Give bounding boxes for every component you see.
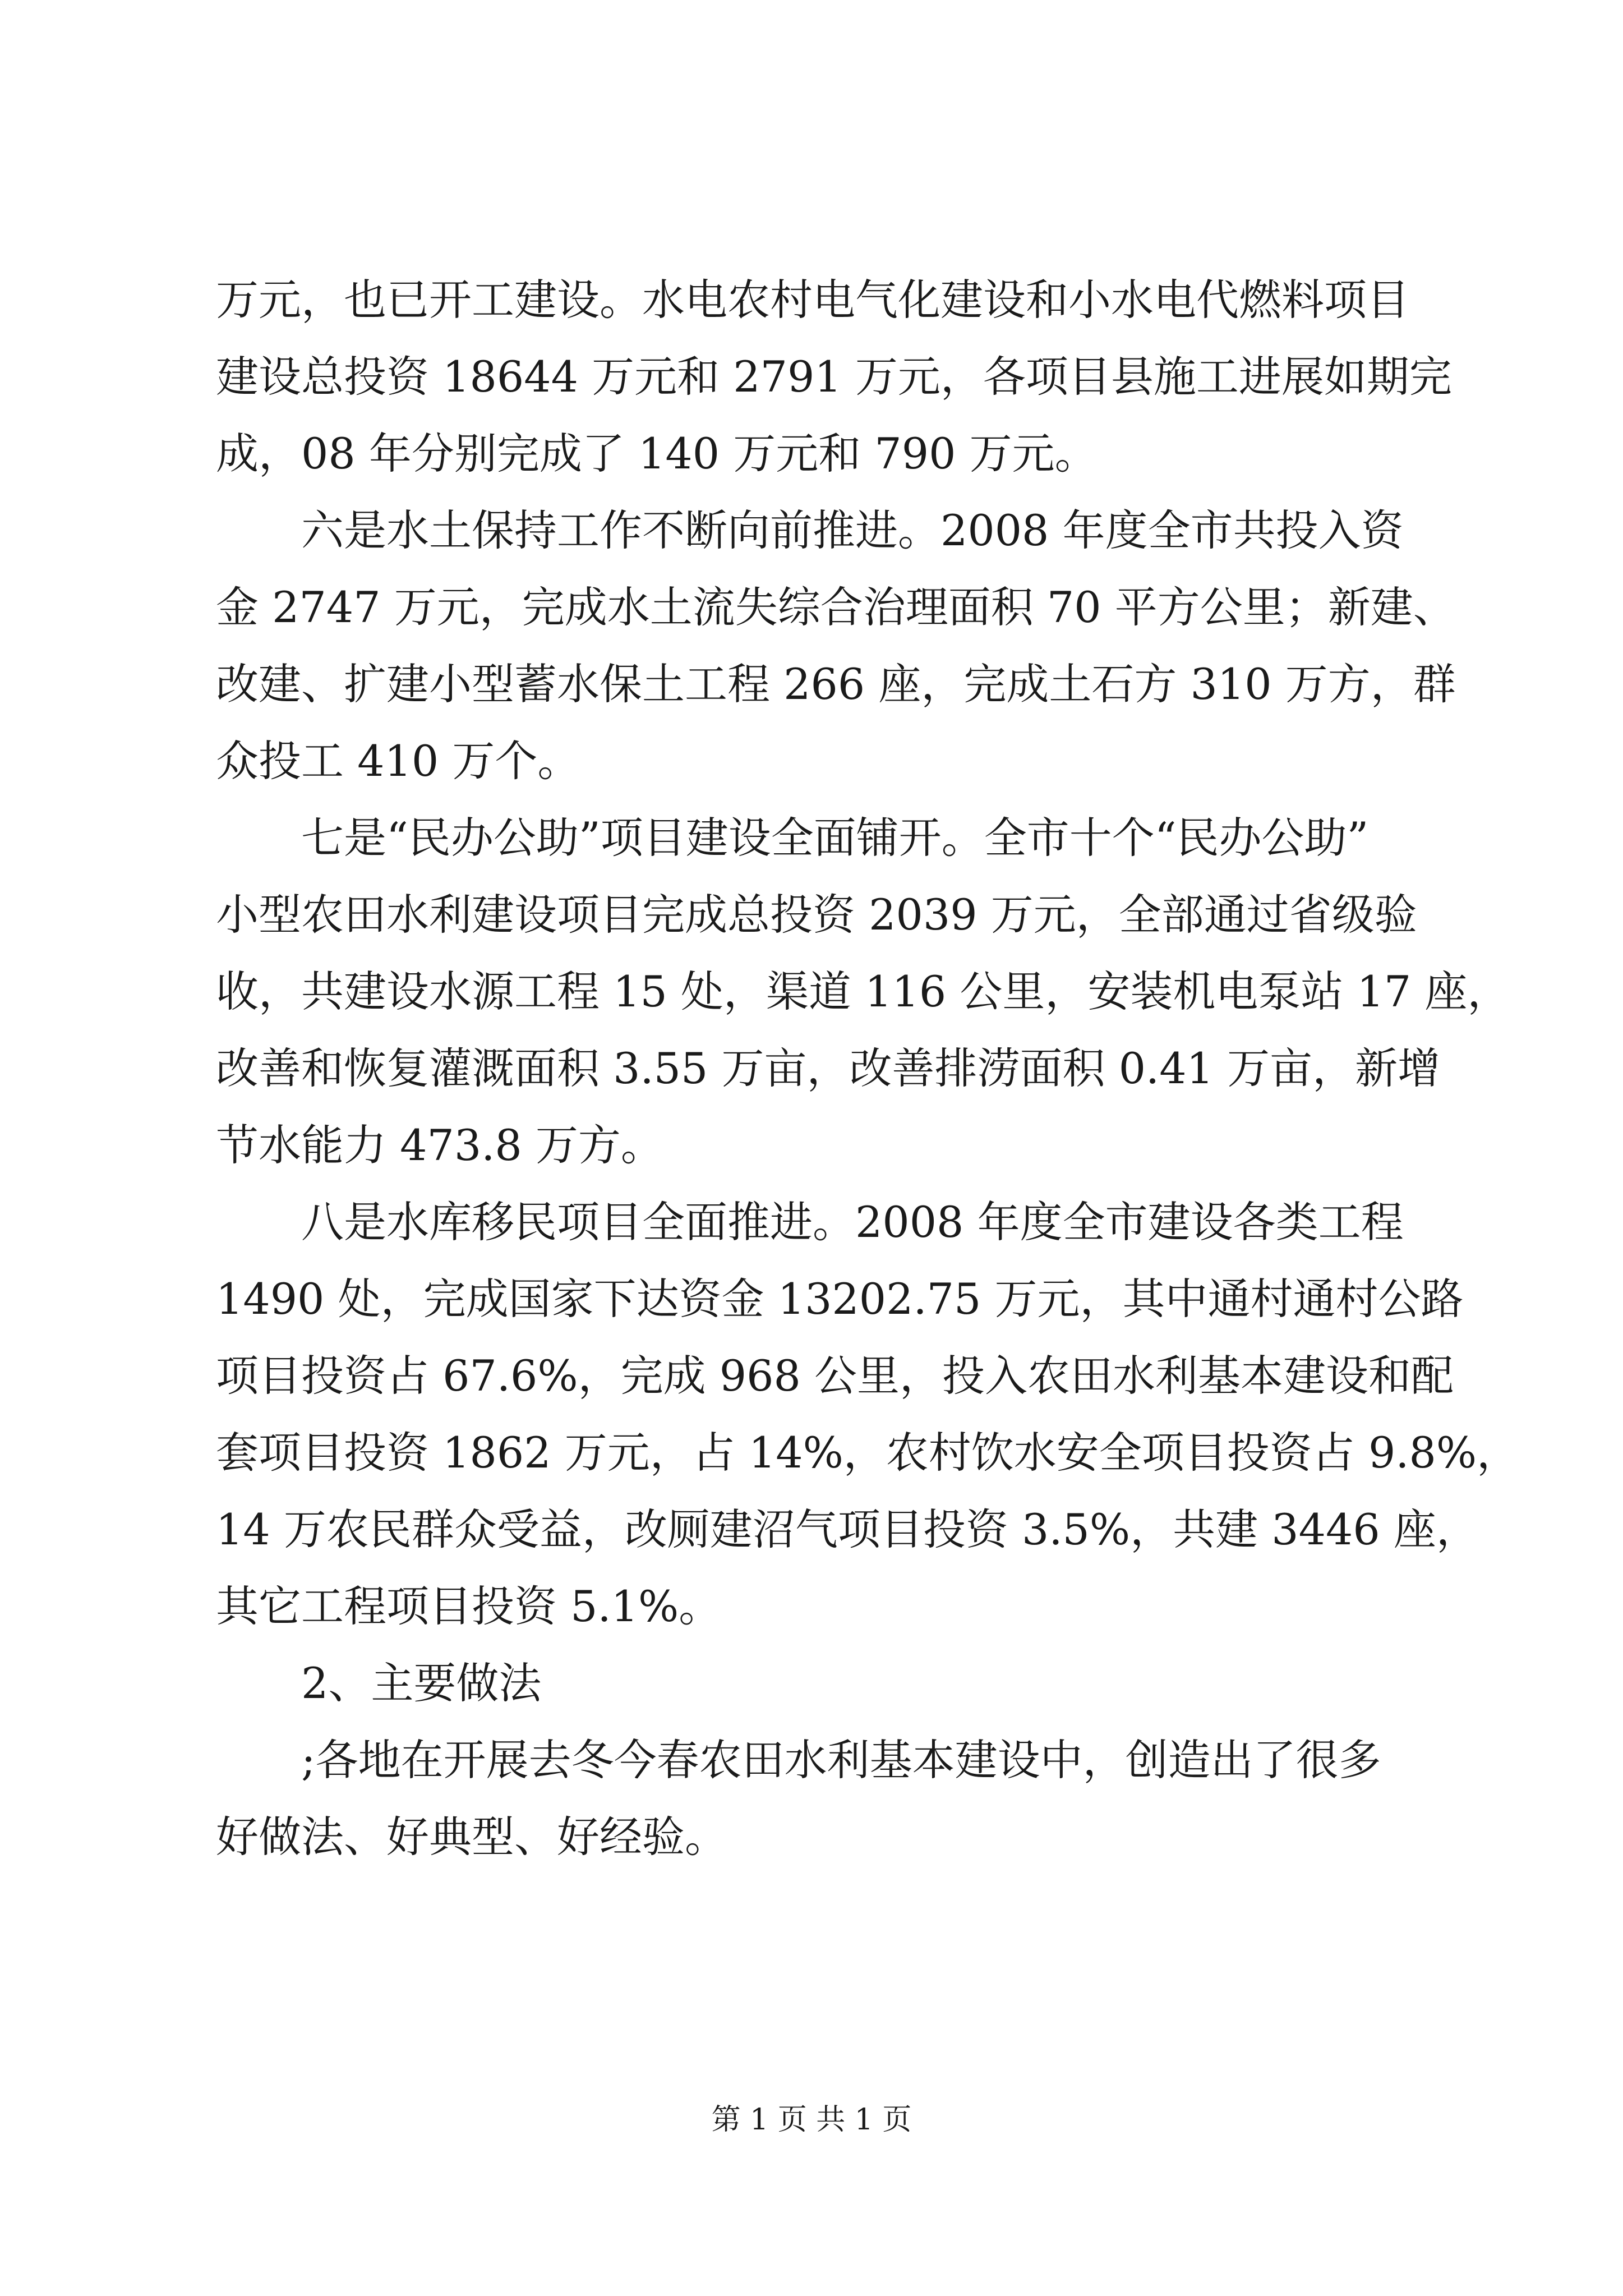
text-line: 好做法、好典型、好经验。 bbox=[216, 1812, 727, 1862]
text-line: 套项目投资 1862 万元，占 14%，农村饮水安全项目投资占 9.8%， bbox=[216, 1428, 1520, 1478]
text-line: 八是水库移民项目全面推进。2008 年度全市建设各类工程 bbox=[301, 1197, 1404, 1247]
text-line: 收，共建设水源工程 15 处，渠道 116 公里，安装机电泵站 17 座， bbox=[216, 967, 1510, 1016]
text-line: 其它工程项目投资 5.1%。 bbox=[216, 1581, 722, 1631]
text-line: ;各地在开展去冬今春农田水利基本建设中，创造出了很多 bbox=[301, 1735, 1381, 1785]
text-line: 改建、扩建小型蓄水保土工程 266 座，完成土石方 310 万方，群 bbox=[216, 659, 1456, 709]
text-line: 七是“民办公助”项目建设全面铺开。全市十个“民办公助” bbox=[301, 813, 1369, 863]
text-line: 1490 处，完成国家下达资金 13202.75 万元，其中通村通村公路 bbox=[216, 1274, 1464, 1324]
text-line: 六是水土保持工作不断向前推进。2008 年度全市共投入资 bbox=[301, 505, 1404, 555]
text-line: 成，08 年分别完成了 140 万元和 790 万元。 bbox=[216, 429, 1098, 478]
text-line: 改善和恢复灌溉面积 3.55 万亩，改善排涝面积 0.41 万亩，新增 bbox=[216, 1043, 1441, 1093]
text-line: 万元，也已开工建设。水电农村电气化建设和小水电代燃料项目 bbox=[216, 275, 1409, 325]
text-line: 小型农田水利建设项目完成总投资 2039 万元，全部通过省级验 bbox=[216, 890, 1417, 940]
text-line: 金 2747 万元，完成水土流失综合治理面积 70 平方公里；新建、 bbox=[216, 582, 1456, 632]
text-line: 项目投资占 67.6%，完成 968 公里，投入农田水利基本建设和配 bbox=[216, 1351, 1454, 1401]
text-line: 节水能力 473.8 万方。 bbox=[216, 1120, 663, 1170]
text-line: 建设总投资 18644 万元和 2791 万元，各项目县施工进展如期完 bbox=[216, 352, 1452, 402]
text-line: 14 万农民群众受益，改厕建沼气项目投资 3.5%，共建 3446 座， bbox=[216, 1504, 1479, 1554]
page-footer: 第 1 页 共 1 页 bbox=[711, 2103, 912, 2137]
text-line: 2、主要做法 bbox=[301, 1658, 542, 1708]
document-body bbox=[216, 261, 1520, 1875]
text-line: 众投工 410 万个。 bbox=[216, 736, 580, 786]
